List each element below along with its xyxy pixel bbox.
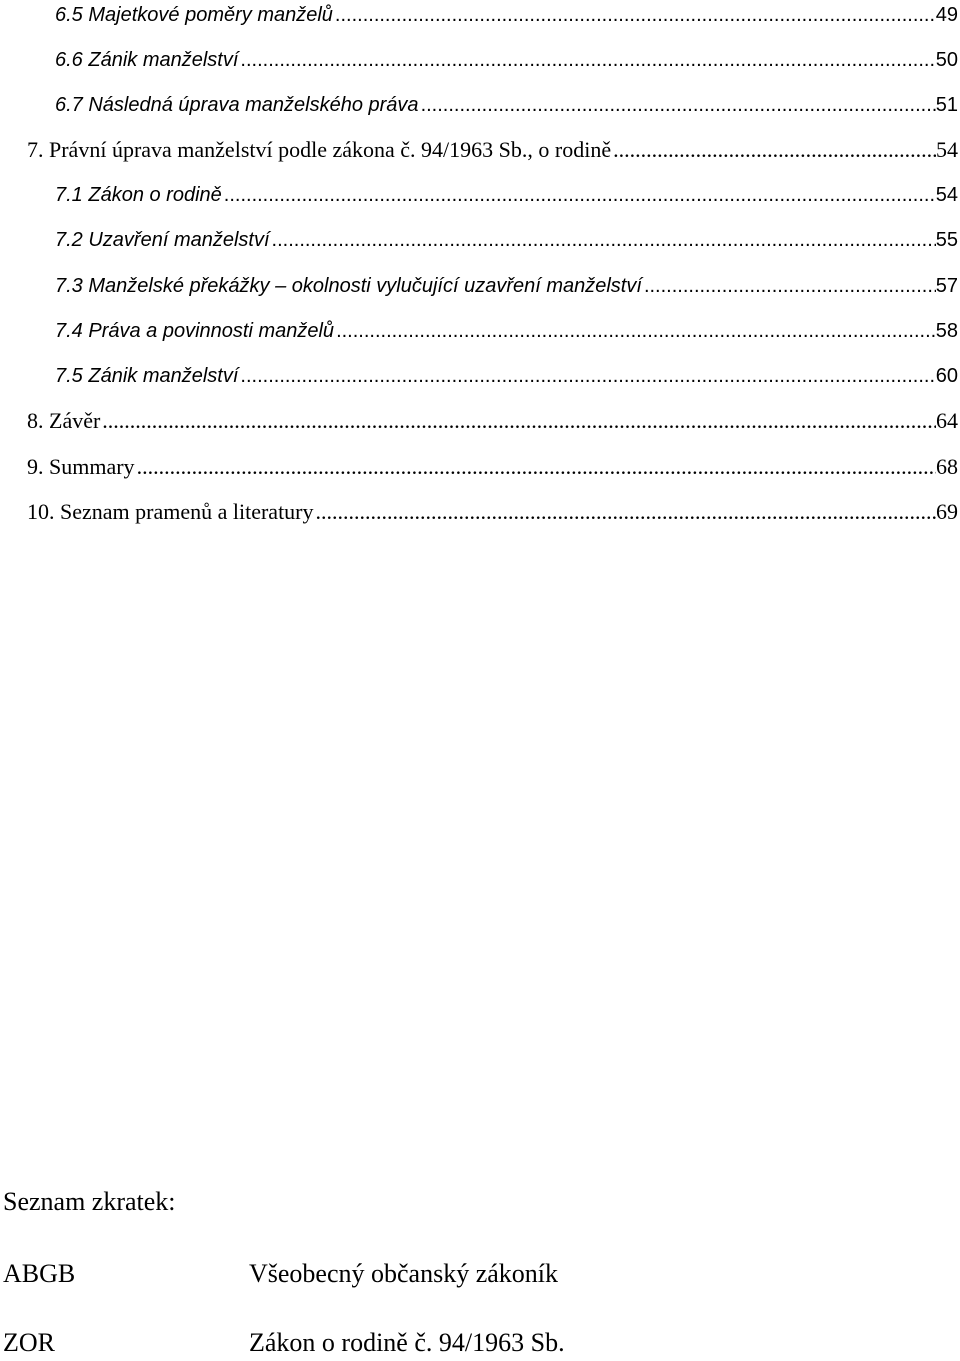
toc-entry[interactable] xyxy=(55,316,958,346)
toc-dot-leader xyxy=(272,225,936,255)
toc-entry-title: 9. Summary xyxy=(27,454,135,479)
toc-dot-leader xyxy=(224,180,936,210)
toc-entry-title: 7.5 Zánik manželství xyxy=(55,365,239,387)
toc-entry[interactable] xyxy=(55,180,958,210)
toc-dot-leader xyxy=(240,45,935,75)
toc-entry[interactable] xyxy=(27,135,958,165)
toc-dot-leader xyxy=(335,0,936,30)
toc-entry-page: 49 xyxy=(935,4,958,26)
toc-entry-page: 55 xyxy=(935,229,958,251)
toc-entry-title: 8. Závěr xyxy=(27,408,101,433)
toc-dot-leader xyxy=(316,497,936,527)
toc-entry[interactable] xyxy=(55,45,958,75)
toc-dot-leader xyxy=(336,316,936,346)
toc-entry[interactable] xyxy=(27,497,958,527)
toc-dot-leader xyxy=(240,361,935,391)
abbreviation-meaning: Zákon o rodině č. 94/1963 Sb. xyxy=(249,1328,565,1357)
abbreviation-meaning: Všeobecný občanský zákoník xyxy=(249,1259,559,1288)
toc-entry-title: 7.2 Uzavření manželství xyxy=(55,229,270,251)
toc-entry-page: 51 xyxy=(935,94,958,116)
toc-entry-page: 60 xyxy=(935,365,958,387)
toc-entry[interactable] xyxy=(55,225,958,255)
toc-entry-title: 7.1 Zákon o rodině xyxy=(55,184,222,206)
abbreviation-code: ABGB xyxy=(3,1259,76,1288)
toc-entry[interactable] xyxy=(55,271,958,301)
toc-entry-page: 57 xyxy=(935,275,958,297)
toc-entry-page: 69 xyxy=(936,499,958,524)
toc-entry[interactable] xyxy=(27,406,958,436)
toc-dot-leader xyxy=(102,406,936,436)
toc-entry-title: 7.3 Manželské překážky – okolnosti vylučující uzavření manželství xyxy=(55,275,642,297)
toc-entry-page: 54 xyxy=(935,184,958,206)
toc-entry[interactable] xyxy=(55,90,958,120)
toc-entry-page: 50 xyxy=(935,49,958,71)
toc-entry-title: 6.6 Zánik manželství xyxy=(55,49,239,71)
toc-dot-leader xyxy=(137,452,936,482)
toc-entry-page: 68 xyxy=(936,454,958,479)
toc-entry-page: 64 xyxy=(936,408,958,433)
toc-entry-title: 7.4 Práva a povinnosti manželů xyxy=(55,320,335,342)
toc-entry-title: 6.5 Majetkové poměry manželů xyxy=(55,4,333,26)
toc-dot-leader xyxy=(421,90,936,120)
toc-entry[interactable] xyxy=(55,361,958,391)
toc-entry[interactable] xyxy=(27,452,958,482)
toc-entry-title: 7. Právní úprava manželství podle zákona č. 94/1963 Sb., o rodině xyxy=(27,137,612,162)
toc-entry[interactable] xyxy=(55,0,958,30)
toc-entry-page: 58 xyxy=(935,320,958,342)
toc-entry-title: 10. Seznam pramenů a literatury xyxy=(27,499,314,524)
abbreviations-heading: Seznam zkratek: xyxy=(3,1187,176,1216)
toc-entry-page: 54 xyxy=(936,137,958,162)
toc-dot-leader xyxy=(613,135,936,165)
abbreviation-code: ZOR xyxy=(3,1328,55,1357)
toc-dot-leader xyxy=(644,271,936,301)
toc-entry-title: 6.7 Následná úprava manželského práva xyxy=(55,94,419,116)
